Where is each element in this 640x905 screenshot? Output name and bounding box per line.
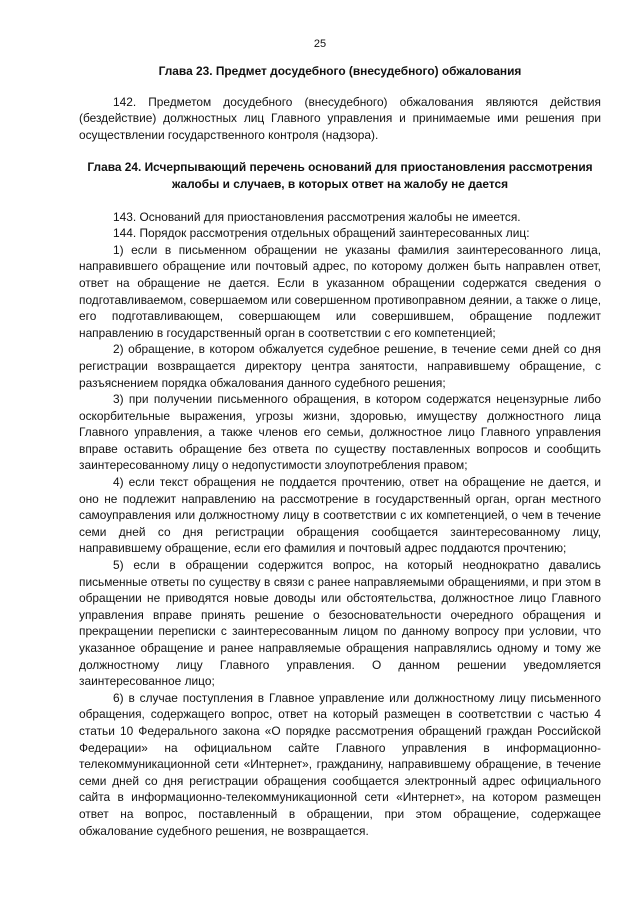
list-item-4: 4) если текст обращения не поддается прочтению, ответ на обращение не дается, и оно не подлежит направлению на рассмотрение в государственный орган, орган местного самоуправления или должностному лицу в соответствии с их компетенцией, о чем в течение семи дней со дня регистрации обращения сообщается заинтересованному лицу, направившему обращение, если его фамилия и почтовый адрес поддаются прочтению; (79, 475, 601, 556)
page-content (79, 63, 601, 839)
list-item-1: 1) если в письменном обращении не указаны фамилия заинтересованного лица, направившего обращение или почтовый адрес, по которому должен быть направлен ответ, ответ на обращение не дается. Если в указанном обращении содержатся сведения о подготавливаемом, совершаемом или совершенном противоправном деянии, а также о лице, его подготавливающем, совершающем или совершившем, обращение подлежит направлению в государственный орган в соответствии с его компетенцией; (79, 242, 601, 340)
chapter-24-title: Глава 24. Исчерпывающий перечень оснований для приостановления рассмотрения жалобы и случаев, в которых ответ на жалобу не дается (87, 160, 593, 191)
page-number: 25 (313, 38, 327, 50)
paragraph-144: 144. Порядок рассмотрения отдельных обращений заинтересованных лиц: (113, 226, 530, 241)
list-item-5: 5) если в обращении содержится вопрос, на который неоднократно давались письменные ответы по существу в связи с ранее направляемыми обращениями, и при этом в обращении не приводятся новые доводы или обстоятельства, должностное лицо Главного управления вправе принять решение о безосновательности очередного обращения и прекращении переписки с заинтересованным лицом по данному вопросу при условии, что указанное обращение и ранее направляемые обращения направлялись одному и тому же должностному лицу Главного управления. О данном решении уведомляется заинтересованное лицо; (79, 558, 601, 689)
list-item-2: 2) обращение, в котором обжалуется судебное решение, в течение семи дней со дня регистрации возвращается директору центра занятости, направившему обращение, с разъяснением порядка обжалования данного судебного решения; (79, 342, 601, 390)
list-item-3: 3) при получении письменного обращения, в котором содержатся нецензурные либо оскорбительные выражения, угрозы жизни, здоровью, имуществу должностного лица Главного управления, а также членов его семьи, должностное лицо Главного управления вправе оставить обращение без ответа по существу поставленных вопросов и сообщить заинтересованному лицу о недопустимости злоупотребления правом; (79, 392, 601, 473)
paragraph-142: 142. Предметом досудебного (внесудебного) обжалования являются действия (бездействие) должностных лиц Главного управления и принимаемые ими решения при осуществлении государственного контроля (надзора). (79, 94, 601, 142)
chapter-23-title: Глава 23. Предмет досудебного (внесудебного) обжалования (158, 64, 522, 78)
paragraph-143: 143. Оснований для приостановления рассмотрения жалобы не имеется. (113, 209, 521, 224)
list-item-6: 6) в случае поступления в Главное управление или должностному лицу письменного обращения, содержащего вопрос, ответ на который размещен в соответствии с частью 4 статьи 10 Федерального закона «О порядке рассмотрения обращений граждан Российской Федерации» на официальном сайте Главного управления в информационно-телекоммуникационной сети «Интернет», гражданину, направившему обращение, в течение семи дней со дня регистрации обращения сообщается электронный адрес официального сайта в информационно-телекоммуникационной сети «Интернет», на котором размещен ответ на вопрос, поставленный в обращении, при этом обращение, содержащее обжалование судебного решения, не возвращается. (79, 690, 601, 838)
